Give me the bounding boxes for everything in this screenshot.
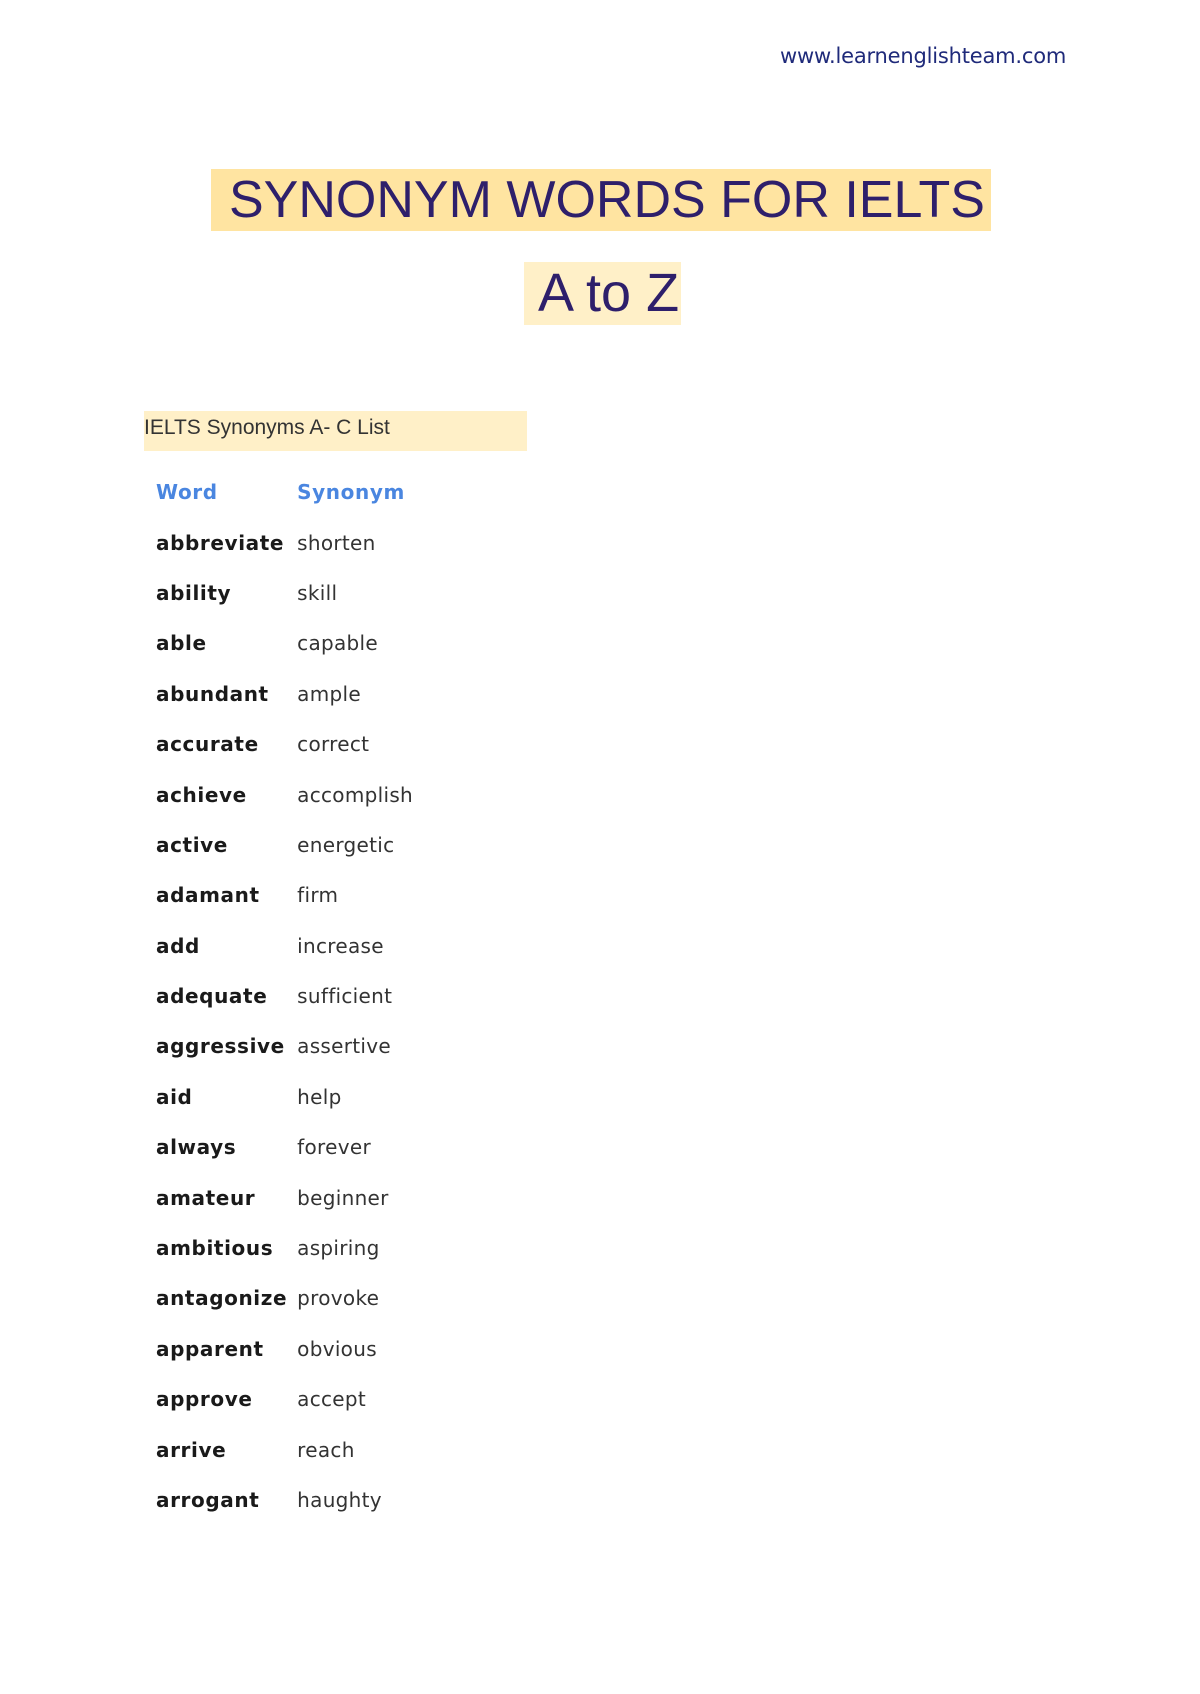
synonym-cell: correct bbox=[297, 732, 370, 757]
synonym-cell: accomplish bbox=[297, 782, 414, 807]
word-cell: abundant bbox=[156, 681, 269, 706]
site-url-link[interactable]: www.learnenglishteam.com bbox=[780, 44, 1067, 68]
synonym-cell: firm bbox=[297, 883, 339, 908]
table-row bbox=[146, 1324, 413, 1374]
synonym-cell: skill bbox=[297, 580, 338, 605]
synonym-cell: obvious bbox=[297, 1336, 377, 1361]
word-cell: apparent bbox=[156, 1336, 264, 1361]
table-row bbox=[146, 669, 413, 719]
synonym-cell: help bbox=[297, 1084, 342, 1109]
table-row bbox=[146, 517, 413, 567]
synonym-cell: increase bbox=[297, 933, 384, 958]
word-cell: always bbox=[156, 1135, 237, 1160]
word-cell: ability bbox=[156, 580, 232, 605]
column-header-word: Word bbox=[156, 480, 218, 505]
table-header-row bbox=[146, 467, 413, 517]
word-cell: active bbox=[156, 832, 228, 857]
column-header-synonym: Synonym bbox=[297, 480, 405, 505]
table-row bbox=[146, 971, 413, 1021]
synonym-cell: forever bbox=[297, 1135, 371, 1160]
table-row bbox=[146, 870, 413, 920]
word-cell: adamant bbox=[156, 883, 260, 908]
synonym-cell: energetic bbox=[297, 832, 395, 857]
table-row bbox=[146, 1273, 413, 1323]
table-row bbox=[146, 1172, 413, 1222]
synonym-cell: accept bbox=[297, 1387, 367, 1412]
table-row bbox=[146, 1122, 413, 1172]
synonym-cell: ample bbox=[297, 681, 361, 706]
table-row bbox=[146, 1424, 413, 1474]
page-subtitle: A to Z bbox=[524, 262, 681, 325]
synonym-cell: sufficient bbox=[297, 984, 393, 1009]
word-cell: antagonize bbox=[156, 1286, 288, 1311]
table-row bbox=[146, 1475, 413, 1525]
section-label: IELTS Synonyms A- C List bbox=[144, 411, 527, 451]
table-row bbox=[146, 618, 413, 668]
word-cell: aggressive bbox=[156, 1034, 285, 1059]
table-row bbox=[146, 921, 413, 971]
synonym-cell: capable bbox=[297, 631, 379, 656]
table-row bbox=[146, 719, 413, 769]
word-cell: add bbox=[156, 933, 200, 958]
word-cell: ambitious bbox=[156, 1236, 274, 1261]
synonym-table bbox=[146, 467, 413, 1525]
word-cell: able bbox=[156, 631, 207, 656]
word-cell: amateur bbox=[156, 1185, 256, 1210]
table-row bbox=[146, 1374, 413, 1424]
table-row bbox=[146, 1223, 413, 1273]
word-cell: arrogant bbox=[156, 1488, 260, 1512]
table-row bbox=[146, 568, 413, 618]
synonym-cell: reach bbox=[297, 1437, 355, 1462]
word-cell: abbreviate bbox=[156, 530, 285, 555]
table-row bbox=[146, 1021, 413, 1071]
table-row bbox=[146, 820, 413, 870]
word-cell: achieve bbox=[156, 782, 247, 807]
synonym-cell: aspiring bbox=[297, 1236, 380, 1261]
synonym-cell: beginner bbox=[297, 1185, 389, 1210]
table-row bbox=[146, 769, 413, 819]
synonym-cell: assertive bbox=[297, 1034, 392, 1059]
table-row bbox=[146, 1072, 413, 1122]
synonym-cell: haughty bbox=[297, 1488, 382, 1512]
synonym-cell: shorten bbox=[297, 530, 376, 555]
word-cell: aid bbox=[156, 1084, 193, 1109]
word-cell: accurate bbox=[156, 732, 259, 757]
synonym-cell: provoke bbox=[297, 1286, 380, 1311]
word-cell: adequate bbox=[156, 984, 268, 1009]
page-title: SYNONYM WORDS FOR IELTS bbox=[211, 169, 991, 231]
word-cell: approve bbox=[156, 1387, 253, 1412]
word-cell: arrive bbox=[156, 1437, 227, 1462]
